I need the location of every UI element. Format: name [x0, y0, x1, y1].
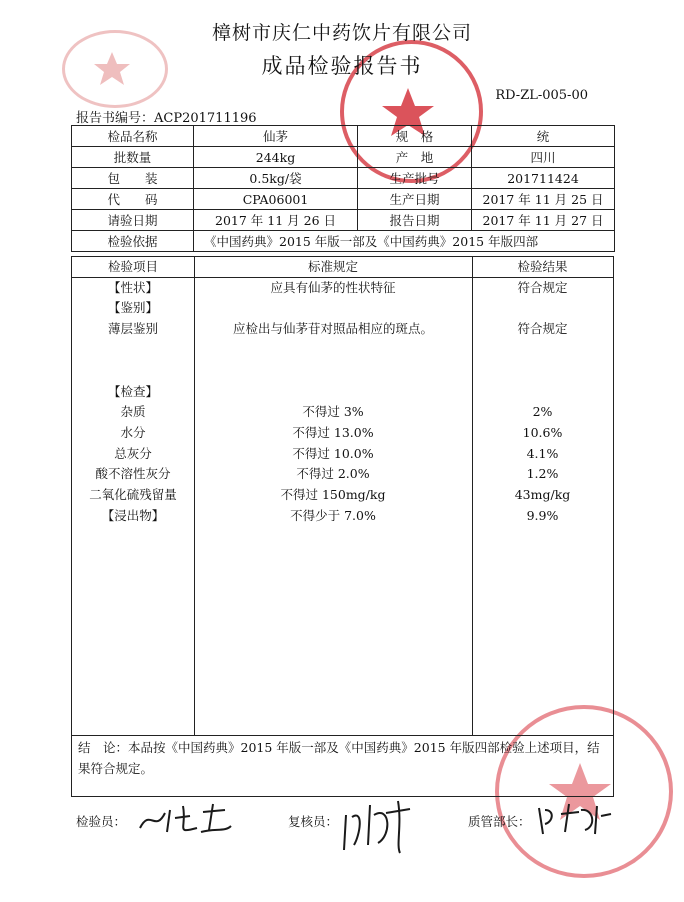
spec-label: 规 格 [358, 126, 472, 147]
table-row: 酸不溶性灰分 不得过 2.0% 1.2% [95, 466, 559, 481]
spec: 统 [472, 126, 615, 147]
prod-date-label: 生产日期 [358, 189, 472, 210]
table-row: 【鉴别】 [107, 300, 158, 315]
basis-label: 检验依据 [72, 231, 194, 252]
col-header-item: 检验项目 [72, 257, 194, 278]
request-date-label: 请验日期 [72, 210, 194, 231]
inspector-label: 检验员： [76, 814, 127, 829]
product-name: 仙茅 [194, 126, 358, 147]
inspector-signature [135, 798, 235, 838]
reviewer-label: 复核员： [288, 814, 339, 829]
table-row: 总灰分 不得过 10.0% 4.1% [114, 446, 559, 461]
col-header-standard: 标准规定 [194, 257, 472, 278]
prod-date: 2017 年 11 月 25 日 [472, 189, 615, 210]
package: 0.5kg/袋 [194, 168, 358, 189]
table-row: 水分 不得过 13.0% 10.6% [120, 425, 563, 440]
product-name-label: 检品名称 [72, 126, 194, 147]
conclusion-text: 本品按《中国药典》2015 年版一部及《中国药典》2015 年版四部检验上述项目，结果符合规定。 [78, 740, 600, 776]
col-header-result: 检验结果 [472, 257, 613, 278]
company-name: 樟树市庆仁中药饮片有限公司 [211, 22, 472, 44]
report-date-label: 报告日期 [358, 210, 472, 231]
report-number-label: 报告书编号： [76, 111, 155, 126]
table-row: 【检查】 [107, 384, 158, 399]
qa-label: 质管部长： [468, 814, 531, 829]
batch-no: 201711424 [472, 168, 615, 189]
basis: 《中国药典》2015 年版一部及《中国药典》2015 年版四部 [194, 231, 615, 252]
batch-qty-label: 批数量 [72, 147, 194, 168]
batch-qty: 244kg [194, 147, 358, 168]
batch-no-label: 生产批号 [358, 168, 472, 189]
qa-signature [535, 800, 615, 840]
results-table [71, 256, 614, 736]
report-title: 成品检验报告书 [261, 54, 423, 78]
origin-label: 产 地 [358, 147, 472, 168]
table-row: 【性状】 应具有仙茅的性状特征 符合规定 [107, 280, 568, 295]
origin: 四川 [472, 147, 615, 168]
conclusion-label: 结 论： [78, 740, 129, 755]
report-number-value: ACP201711196 [154, 111, 257, 126]
conclusion [71, 735, 614, 797]
report-number [76, 107, 257, 126]
info-table [71, 125, 615, 252]
table-row: 杂质 不得过 3% 2% [120, 404, 553, 419]
report-date: 2017 年 11 月 27 日 [472, 210, 615, 231]
document-code: RD-ZL-005-00 [495, 88, 588, 103]
package-label: 包 装 [72, 168, 194, 189]
code: CPA06001 [194, 189, 358, 210]
table-row: 【浸出物】 不得少于 7.0% 9.9% [101, 508, 559, 523]
table-row: 薄层鉴别 应检出与仙茅苷对照品相应的斑点。 符合规定 [107, 321, 568, 336]
table-row: 二氧化硫残留量 不得过 150mg/kg 43mg/kg [89, 487, 571, 502]
code-label: 代 码 [72, 189, 194, 210]
request-date: 2017 年 11 月 26 日 [194, 210, 358, 231]
reviewer-signature [340, 795, 420, 855]
